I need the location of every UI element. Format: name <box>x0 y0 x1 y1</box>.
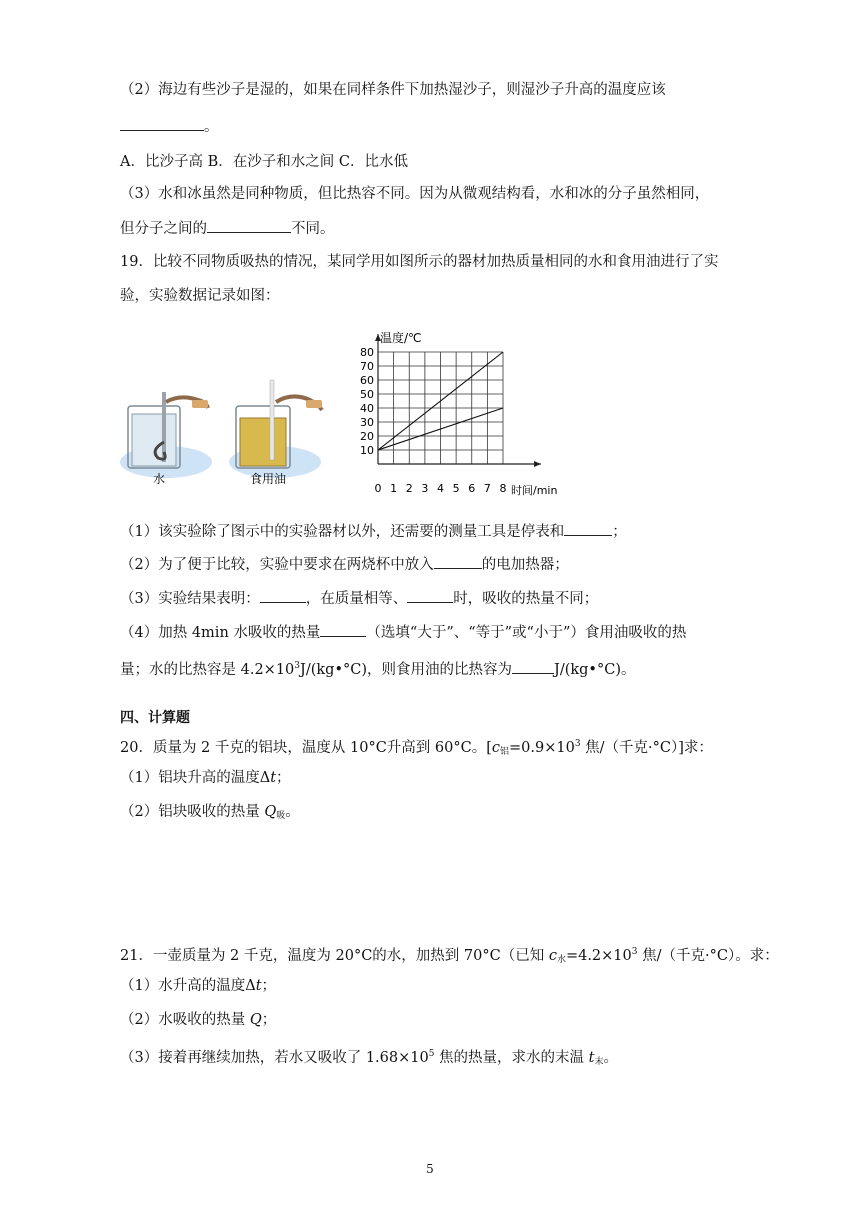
answer-blank[interactable] <box>407 588 453 603</box>
x-tick-label: 1 <box>390 482 398 495</box>
y-tick-label: 60 <box>360 374 374 387</box>
x-tick-label: 3 <box>421 482 429 495</box>
answer-blank[interactable] <box>434 554 482 569</box>
x-tick-label: 5 <box>452 482 460 495</box>
x-tick-label: 0 <box>374 482 382 495</box>
oil-label: 食用油 <box>250 472 287 486</box>
q21-stem: 21．一壶质量为 2 千克，温度为 20°C的水，加热到 70°C（已知 $c_水=4.2\times 10^3$ 焦/（千克·°C）。求： <box>120 947 779 965</box>
q19-part4-line1: （4）加热 4min 水吸收的热量 （选填“大于”、“等于”或“小于”）食用油吸收的热 <box>120 622 686 643</box>
q18-part3-line2: 但分子之间的 不同。 <box>120 218 335 239</box>
x-tick-label: 8 <box>499 482 507 495</box>
water-beaker-illustration <box>120 392 212 486</box>
x-axis-label: 时间/min <box>511 484 558 497</box>
temperature-time-chart <box>360 330 557 497</box>
x-tick-label: 7 <box>483 482 491 495</box>
page-number: 5 <box>426 1162 434 1176</box>
oil-beaker-illustration <box>229 380 322 486</box>
y-tick-label: 80 <box>360 346 374 359</box>
water-label: 水 <box>153 472 166 486</box>
y-tick-label: 10 <box>360 444 374 457</box>
q18-part2-line1: （2）海边有些沙子是湿的，如果在同样条件下加热湿沙子，则湿沙子升高的温度应该 <box>120 82 666 98</box>
x-tick-label: 4 <box>437 482 444 495</box>
answer-blank[interactable] <box>260 588 306 603</box>
y-tick-label: 30 <box>360 416 374 429</box>
y-tick-label: 20 <box>360 430 374 443</box>
q18-part2-line2: 。 <box>120 116 219 137</box>
x-tick-label: 6 <box>468 482 476 495</box>
q19-stem-line1: 19．比较不同物质吸热的情况，某同学用如图所示的器材加热质量相同的水和食用油进行了实 <box>120 254 719 270</box>
x-tick-label: 2 <box>405 482 413 495</box>
answer-blank[interactable] <box>564 521 612 536</box>
answer-blank[interactable] <box>320 622 366 637</box>
y-tick-label: 40 <box>360 402 374 415</box>
q19-part4-line2: 量；水的比热容是 $4.2\times 10^3J/(kg•^\circ C)$，则食用油的比热容为 J/(kg•°C)。 <box>120 661 636 678</box>
y-axis-label: 温度/℃ <box>380 331 422 345</box>
q21-part1: （1）水升高的温度Δt； <box>120 978 277 994</box>
answer-blank[interactable] <box>120 116 204 131</box>
q20-part1: （1）铝块升高的温度Δt； <box>120 770 291 786</box>
y-tick-label: 50 <box>360 388 374 401</box>
section-heading: 四、计算题 <box>120 710 190 726</box>
q19-part3: （3）实验结果表明： ，在质量相等、 时，吸收的热量不同； <box>120 588 598 609</box>
q19-stem-line2: 验，实验数据记录如图： <box>120 288 280 304</box>
q21-part3: （3）接着再继续加热，若水又吸收了 $1.68\times 10^5$ 焦的热量，求水的末温 $t_末$。 <box>120 1049 619 1067</box>
q19-part2: （2）为了便于比较，实验中要求在两烧杯中放入 的电加热器； <box>120 554 569 575</box>
x-axis-arrow-icon <box>534 461 541 467</box>
experiment-figure <box>120 322 580 502</box>
answer-blank[interactable] <box>207 218 291 233</box>
q18-options: A．比沙子高 B．在沙子和水之间 C．比水低 <box>120 154 408 170</box>
q20-part2: （2）铝块吸收的热量 $Q_吸$。 <box>120 804 300 821</box>
q19-part1: （1）该实验除了图示中的实验器材以外，还需要的测量工具是停表和 ； <box>120 521 627 542</box>
q20-stem: 20．质量为 2 千克的铝块，温度从 10°C升高到 60°C。[$c_铝=0.9\times 10^3$ 焦/（千克·°C）]求： <box>120 739 713 757</box>
y-tick-label: 70 <box>360 360 374 373</box>
q18-part3-line1: （3）水和冰虽然是同种物质，但比热容不同。因为从微观结构看，水和冰的分子虽然相同， <box>120 186 710 202</box>
q21-part2: （2）水吸收的热量 Q； <box>120 1012 277 1028</box>
answer-blank[interactable] <box>512 659 554 674</box>
